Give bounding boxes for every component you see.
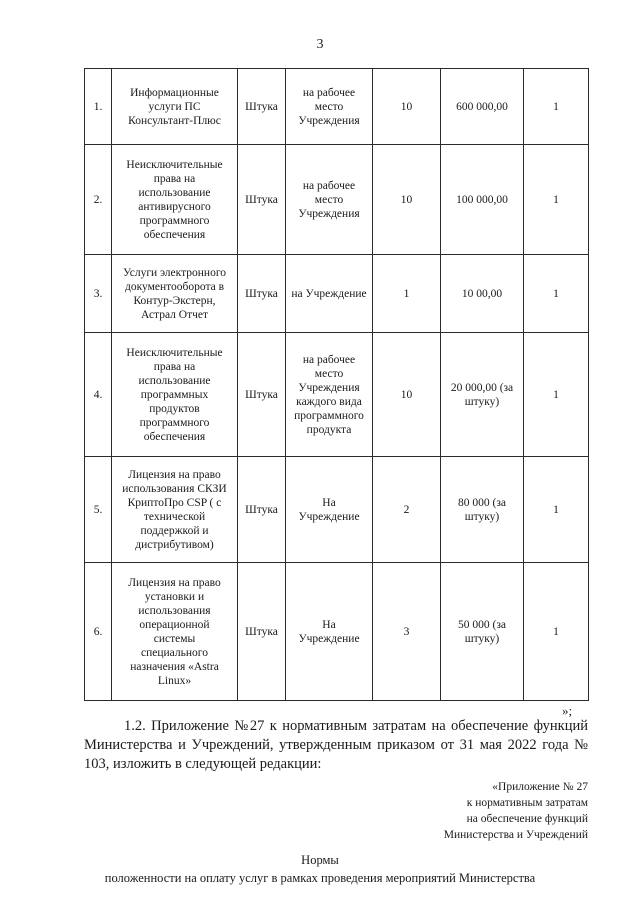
term-cell: 1: [524, 563, 589, 701]
term-cell: 1: [524, 255, 589, 333]
item-name: Неисключительные права на использование антивирусного программного обеспечения: [112, 145, 238, 255]
amendment-text: 1.2. Приложение №27 к нормативным затратам на обеспечение функций Министерства и Учреждений, утвержденным приказом от 31 мая 2022 года № 103, изложить в следующей редакции:: [84, 718, 588, 772]
place-cell: на рабочее место Учреждения: [286, 69, 373, 145]
item-name: Информационные услуги ПС Консультант-Плюс: [112, 69, 238, 145]
quantity-cell: 10: [373, 145, 441, 255]
term-cell: 1: [524, 145, 589, 255]
quantity-cell: 2: [373, 457, 441, 563]
closing-quote-mark: »;: [562, 703, 573, 718]
row-number: 5.: [85, 457, 112, 563]
price-cell: 50 000 (за штуку): [441, 563, 524, 701]
normatives-table: [84, 68, 589, 701]
table-row: [85, 145, 589, 255]
appendix-line: Министерства и Учреждений: [443, 829, 588, 841]
table-row: [85, 563, 589, 701]
price-cell: 20 000,00 (за штуку): [441, 333, 524, 457]
place-cell: на рабочее место Учреждения каждого вида программного продукта: [286, 333, 373, 457]
amendment-paragraph: [84, 717, 588, 774]
quantity-cell: 10: [373, 69, 441, 145]
term-cell: 1: [524, 333, 589, 457]
row-number: 2.: [85, 145, 112, 255]
table-row: [85, 333, 589, 457]
place-cell: На Учреждение: [286, 563, 373, 701]
unit-cell: Штука: [238, 333, 286, 457]
term-cell: 1: [524, 69, 589, 145]
norms-subtitle: положенности на оплату услуг в рамках проведения мероприятий Министерства: [104, 871, 536, 885]
unit-cell: Штука: [238, 563, 286, 701]
price-cell: 100 000,00: [441, 145, 524, 255]
price-cell: 80 000 (за штуку): [441, 457, 524, 563]
table-row: [85, 457, 589, 563]
row-number: 4.: [85, 333, 112, 457]
row-number: 6.: [85, 563, 112, 701]
place-cell: на Учреждение: [286, 255, 373, 333]
row-number: 1.: [85, 69, 112, 145]
unit-cell: Штука: [238, 457, 286, 563]
appendix-line: к нормативным затратам: [466, 797, 588, 809]
item-name: Лицензия на право использования СКЗИ КриптоПро CSP ( с технической поддержкой и дистрибутивом): [112, 457, 238, 563]
quantity-cell: 10: [373, 333, 441, 457]
table-row: [85, 69, 589, 145]
quantity-cell: 3: [373, 563, 441, 701]
appendix-line: «Приложение № 27: [492, 781, 588, 793]
place-cell: на рабочее место Учреждения: [286, 145, 373, 255]
appendix-header: [444, 779, 588, 843]
unit-cell: Штука: [238, 69, 286, 145]
term-cell: 1: [524, 457, 589, 563]
item-name: Услуги электронного документооборота в Контур-Экстерн, Астрал Отчет: [112, 255, 238, 333]
item-name: Неисключительные права на использование программных продуктов программного обеспечения: [112, 333, 238, 457]
unit-cell: Штука: [238, 255, 286, 333]
appendix-line: на обеспечение функций: [466, 813, 588, 825]
page-number: 3: [316, 37, 324, 52]
norms-title: Нормы: [301, 853, 339, 867]
unit-cell: Штука: [238, 145, 286, 255]
place-cell: На Учреждение: [286, 457, 373, 563]
quantity-cell: 1: [373, 255, 441, 333]
item-name: Лицензия на право установки и использования операционной системы специального назначения «Astra Linux»: [112, 563, 238, 701]
price-cell: 10 00,00: [441, 255, 524, 333]
price-cell: 600 000,00: [441, 69, 524, 145]
row-number: 3.: [85, 255, 112, 333]
table-row: [85, 255, 589, 333]
